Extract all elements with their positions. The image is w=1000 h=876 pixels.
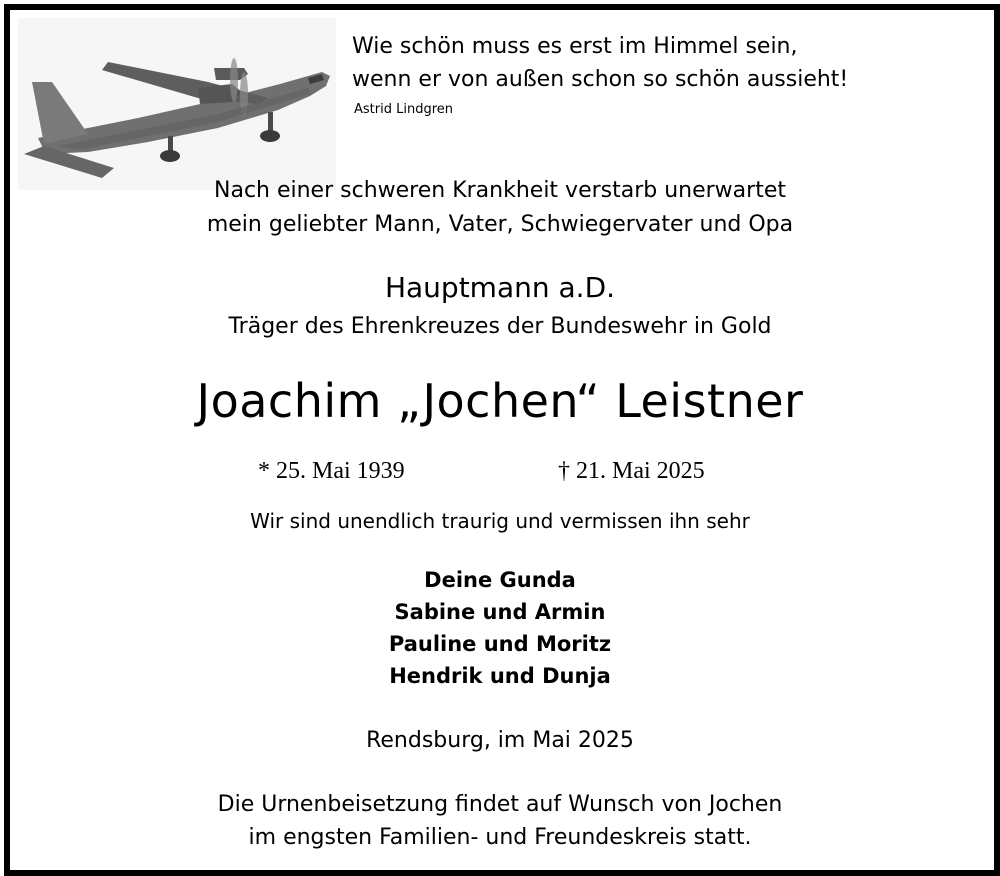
death-date: † 21. Mai 2025 [558,458,705,484]
signer: Deine Gunda [424,568,576,592]
life-dates [0,454,1000,488]
intro-text [0,174,1000,242]
signer: Hendrik und Dunja [389,664,611,688]
place-date: Rendsburg, im Mai 2025 [366,728,634,753]
quote-author: Astrid Lindgren [354,102,453,117]
honor-text: Träger des Ehrenkreuzes der Bundeswehr in Gold [228,314,772,339]
intro-line: Nach einer schweren Krankheit verstarb unerwartet [214,178,786,203]
funeral-notice [0,788,1000,854]
signer: Pauline und Moritz [388,632,612,656]
mourning-text: Wir sind unendlich traurig und vermissen ihn sehr [250,509,750,533]
airplane-photo [18,18,336,190]
quote-block [352,30,972,117]
quote-line: wenn er von außen schon so schön aussieht! [352,67,849,92]
signer: Sabine und Armin [394,600,606,624]
deceased-name: Joachim „Jochen“ Leistner [196,374,804,428]
quote-line: Wie schön muss es erst im Himmel sein, [352,34,798,59]
birth-date: * 25. Mai 1939 [258,458,405,484]
signers-list [0,564,1000,692]
notice-line: im engsten Familien- und Freundeskreis statt. [248,825,752,850]
notice-line: Die Urnenbeisetzung findet auf Wunsch von Jochen [217,792,783,817]
airplane-icon [18,18,336,190]
intro-line: mein geliebter Mann, Vater, Schwiegervater und Opa [206,212,794,237]
rank-title: Hauptmann a.D. [384,271,616,304]
